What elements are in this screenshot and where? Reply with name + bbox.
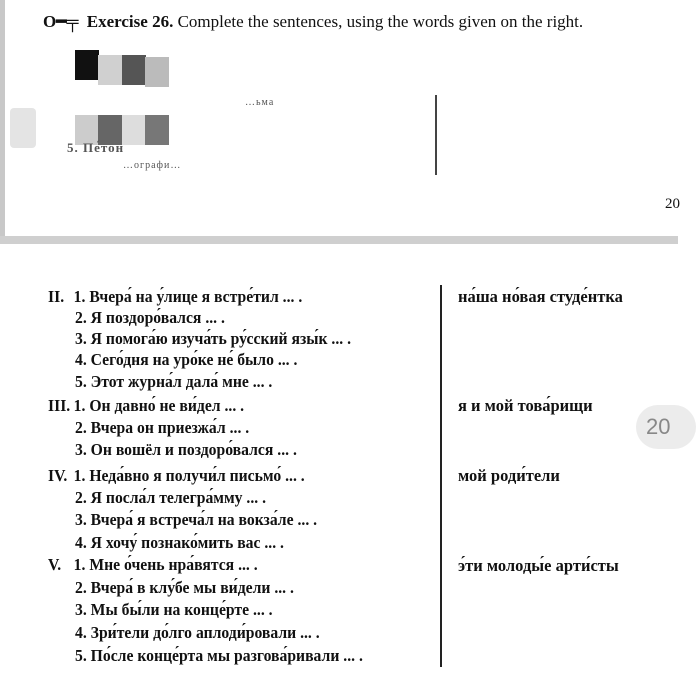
page-number: 20	[665, 196, 680, 212]
sentence-text: 2. Вчера он приезжа́л ... .	[75, 418, 250, 437]
sentence-line	[75, 308, 225, 328]
sentence-text: 4. Зри́тели до́лго аплоди́ровали ... .	[75, 623, 320, 642]
sentence-line	[75, 533, 284, 553]
sentence-line	[75, 510, 317, 530]
exercise-instruction: Complete the sentences, using the words given on the right.	[177, 12, 584, 31]
sentence-text: 1. Неда́вно я получи́л письмо́ ... .	[73, 466, 305, 485]
blurred-text: …ьма	[245, 97, 275, 108]
watermark-shape	[10, 108, 36, 148]
sentence-line	[48, 287, 302, 307]
column-divider	[440, 285, 442, 667]
section-numeral: IV.	[48, 466, 68, 485]
sentence-text: 5. Этот журна́л дала́ мне ... .	[75, 372, 273, 391]
sentence-line	[75, 440, 297, 460]
sentence-line	[75, 600, 273, 620]
sentence-text: 3. Мы бы́ли на конце́рте ... .	[75, 600, 273, 619]
sentence-text: 2. Вчера́ в клу́бе мы ви́дели ... .	[75, 578, 294, 597]
sentence-text: 3. Я помога́ю изуча́ть ру́сский язы́к ... .	[75, 329, 352, 348]
sentence-line	[48, 555, 258, 575]
sentence-text: 4. Я хочу́ познако́мить вас ... .	[75, 533, 284, 552]
sentence-text: 2. Я поздоро́вался ... .	[75, 308, 225, 327]
sentence-line	[75, 350, 297, 370]
page-badge[interactable]: 20	[636, 405, 696, 449]
sentence-text: 1. Он давно́ не ви́дел ... .	[73, 396, 245, 415]
given-words: я и мой това́рищи	[458, 396, 593, 415]
sentence-line	[75, 418, 249, 438]
section-numeral: II.	[48, 287, 65, 306]
sentence-line	[75, 578, 294, 598]
sentence-text: 2. Я посла́л телегра́мму ... .	[75, 488, 267, 507]
key-icon: O━╤	[43, 12, 79, 31]
sentence-line	[75, 623, 320, 643]
exercise-label: Exercise 26.	[86, 12, 174, 31]
sentence-text: 3. Вчера́ я встреча́л на вокза́ле ... .	[75, 510, 318, 529]
given-words: мой роди́тели	[458, 466, 560, 485]
sentence-line	[75, 646, 363, 666]
given-words: э́ти молоды́е арти́сты	[458, 556, 619, 575]
sentence-line	[75, 372, 272, 392]
blurred-text: …ографи…	[123, 160, 182, 171]
given-words: на́ша но́вая студе́нтка	[458, 287, 623, 306]
section-numeral: V.	[48, 555, 62, 574]
sentence-text: 3. Он вошёл и поздоро́вался ... .	[75, 440, 297, 459]
sentence-text: 5. По́сле конце́рта мы разгова́ривали ... .	[75, 646, 363, 665]
sentence-line	[48, 466, 305, 486]
sentence-text: 4. Сего́дня на уро́ке не́ было ... .	[75, 350, 298, 369]
sentence-line	[75, 329, 351, 349]
page-divider	[0, 236, 678, 244]
sentence-text: 1. Вчера́ на у́лице я встре́тил ... .	[73, 287, 303, 306]
exercise-title	[43, 12, 583, 32]
blurred-text: 5. Пе́тон	[67, 140, 125, 155]
sentence-text: 1. Мне о́чень нра́вятся ... .	[73, 555, 258, 574]
sentence-line	[48, 396, 244, 416]
sentence-line	[75, 488, 266, 508]
previous-page-fragment	[0, 0, 678, 238]
section-numeral: III.	[48, 396, 71, 415]
